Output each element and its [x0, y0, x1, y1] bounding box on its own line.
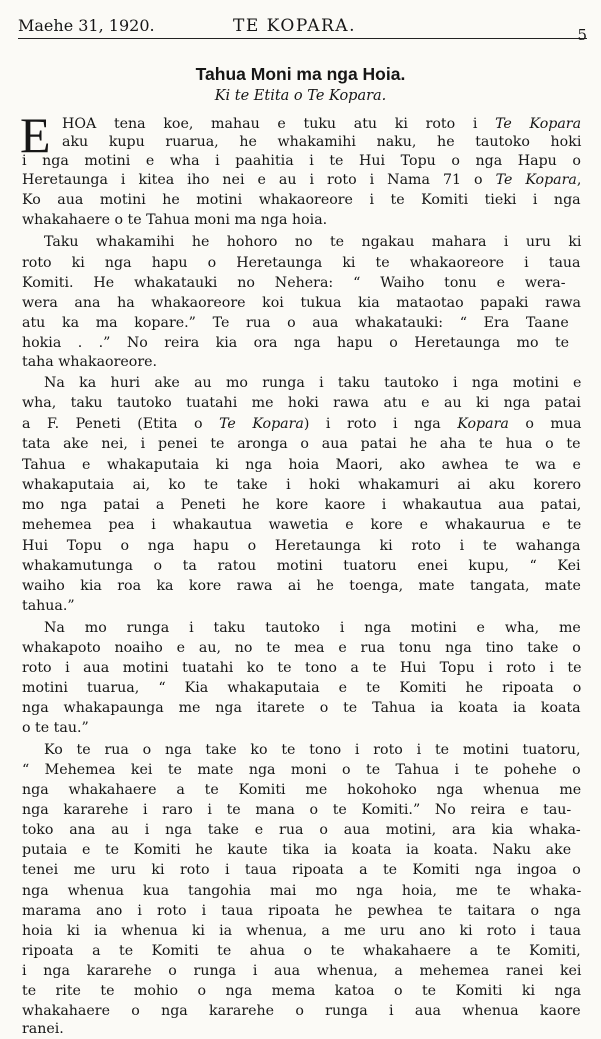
text-line: wera ana ha whakaoreore koi tukua kia mataotao papaki rawa — [22, 295, 581, 311]
text-line: whakamutunga o ta ratou motini tuatoru enei kupu, “ Kei — [22, 558, 581, 574]
text-line: hokia . .” No reira kia ora nga hapu o Heretaunga mo te — [22, 335, 570, 351]
text-line: Komiti. He whakatauki no Nehera: “ Waiho tonu e wera- — [22, 275, 566, 291]
text-line: ranei. — [22, 1021, 64, 1037]
text-line: putaia e te Komiti he kaute tika ia koata ia koata. Naku ake — [22, 842, 572, 858]
text-line: Taku whakamihi he hohoro no te ngakau mahara i uru ki — [44, 234, 582, 250]
drop-cap: E — [20, 107, 51, 163]
text-line: motini tuarua, “ Kia whakaputaia e te Komiti he ripoata o — [22, 680, 582, 696]
text-line: waiho kia roa ka kore rawa ai he toenga, mate tangata, mate — [22, 578, 581, 594]
text-line: atu ka ma kopare.” Te rua o aua whakatauki: “ Era Taane — [22, 315, 569, 331]
text-line: HOA tena koe, mahau e tuku atu ki roto i Te Kopara — [62, 116, 582, 132]
text-line: “ Mehemea kei te mate nga moni o te Tahua i te pohehe o — [22, 762, 581, 778]
text-line: Hui Topu o nga hapu o Heretaunga ki roto i te wahanga — [22, 538, 581, 554]
text-line: nga whakahaere a te Komiti me hokohoko nga whenua me — [22, 782, 582, 798]
text-line: nga kararehe i raro i te mana o te Komiti.” No reira e tau- — [22, 802, 572, 818]
text-line: Na ka huri ake au mo runga i taku tautoko i nga motini e — [44, 375, 582, 391]
text-line: Tahua e whakaputaia ki nga hoia Maori, ako awhea te wa e — [22, 457, 581, 473]
text-line: ripoata a te Komiti te ahua o te whakahaere a te Komiti, — [22, 943, 581, 959]
text-line: taha whakaoreore. — [22, 354, 158, 370]
text-line: wha, taku tautoko tuatahi me hoki rawa atu e au ki nga patai — [22, 395, 581, 411]
text-line: mehemea pea i whakautua wawetia e kore e whakaurua e te — [22, 517, 582, 533]
text-line: marama ano i roto i taua ripoata he pewhea te taitara o nga — [22, 903, 581, 919]
text-line: Na mo runga i taku tautoko i nga motini e wha, me — [44, 620, 581, 636]
text-line: nga whakapaunga me nga itarete o te Tahua ia koata ia koata — [22, 700, 581, 716]
text-line: hoia ki ia whenua ki ia whenua, a me uru ano ki roto i taua — [22, 923, 581, 939]
article-subtitle: Ki te Etita o Te Kopara. — [214, 88, 387, 104]
text-line: i nga motini e wha i paahitia i te Hui Topu o nga Hapu o — [22, 153, 581, 169]
text-line: whakahaere o nga kararehe o runga i aua whenua kaore — [22, 1003, 581, 1019]
text-line: Ko aua motini he motini whakaoreore i te Komiti tieki i nga — [22, 192, 581, 208]
text-line: Ko te rua o nga take ko te tono i roto i te motini tuatoru, — [44, 742, 581, 758]
text-line: te rite te mohio o nga mema katoa o te Komiti ki nga — [22, 983, 582, 999]
text-line: nga whenua kua tangohia mai mo nga hoia, me te whaka- — [22, 883, 582, 899]
text-line: o te tau.” — [22, 720, 89, 736]
text-line: whakapoto noaiho e au, no te mea e rua tonu nga tino take o — [22, 640, 581, 656]
text-line: whakahaere o te Tahua moni ma nga hoia. — [22, 212, 328, 228]
text-line: tenei me uru ki roto i taua ripoata a te Komiti nga ingoa o — [22, 862, 581, 878]
text-line: toko ana au i nga take e rua o aua motini, ara kia whaka- — [22, 822, 581, 838]
text-line: tahua.” — [22, 598, 75, 614]
text-line: mo nga patai a Peneti he kore kaore i whakautua aua patai, — [22, 497, 582, 513]
text-line: tata ake nei, i penei te aronga o aua patai he aha te hua o te — [22, 436, 581, 452]
article-title: Tahua Moni ma nga Hoia. — [195, 64, 406, 84]
page-number: 5 — [577, 26, 587, 44]
text-line: i nga kararehe o runga i aua whenua, a mehemea ranei kei — [22, 963, 582, 979]
text-line: a F. Peneti (Etita o Te Kopara) i roto i nga Kopara o mua — [22, 416, 582, 432]
text-line: roto i aua motini tuatahi ko te tono a te Hui Topu i roto i te — [22, 660, 582, 676]
page-header — [18, 4, 587, 44]
text-line: aku kupu ruarua, he whakamihi naku, he tautoko hoki — [62, 134, 582, 150]
text-line: roto ki nga hapu o Heretaunga ki te whakaoreore i taua — [22, 255, 581, 271]
text-line: whakaputaia ai, ko te take i hoki whakamuri ai aku korero — [22, 477, 582, 493]
issue-date: Maehe 31, 1920. — [18, 16, 155, 35]
text-line: Heretaunga i kitea iho nei e au i roto i Nama 71 o Te Kopara, — [22, 172, 582, 188]
publication-title: TE KOPARA. — [233, 16, 356, 36]
